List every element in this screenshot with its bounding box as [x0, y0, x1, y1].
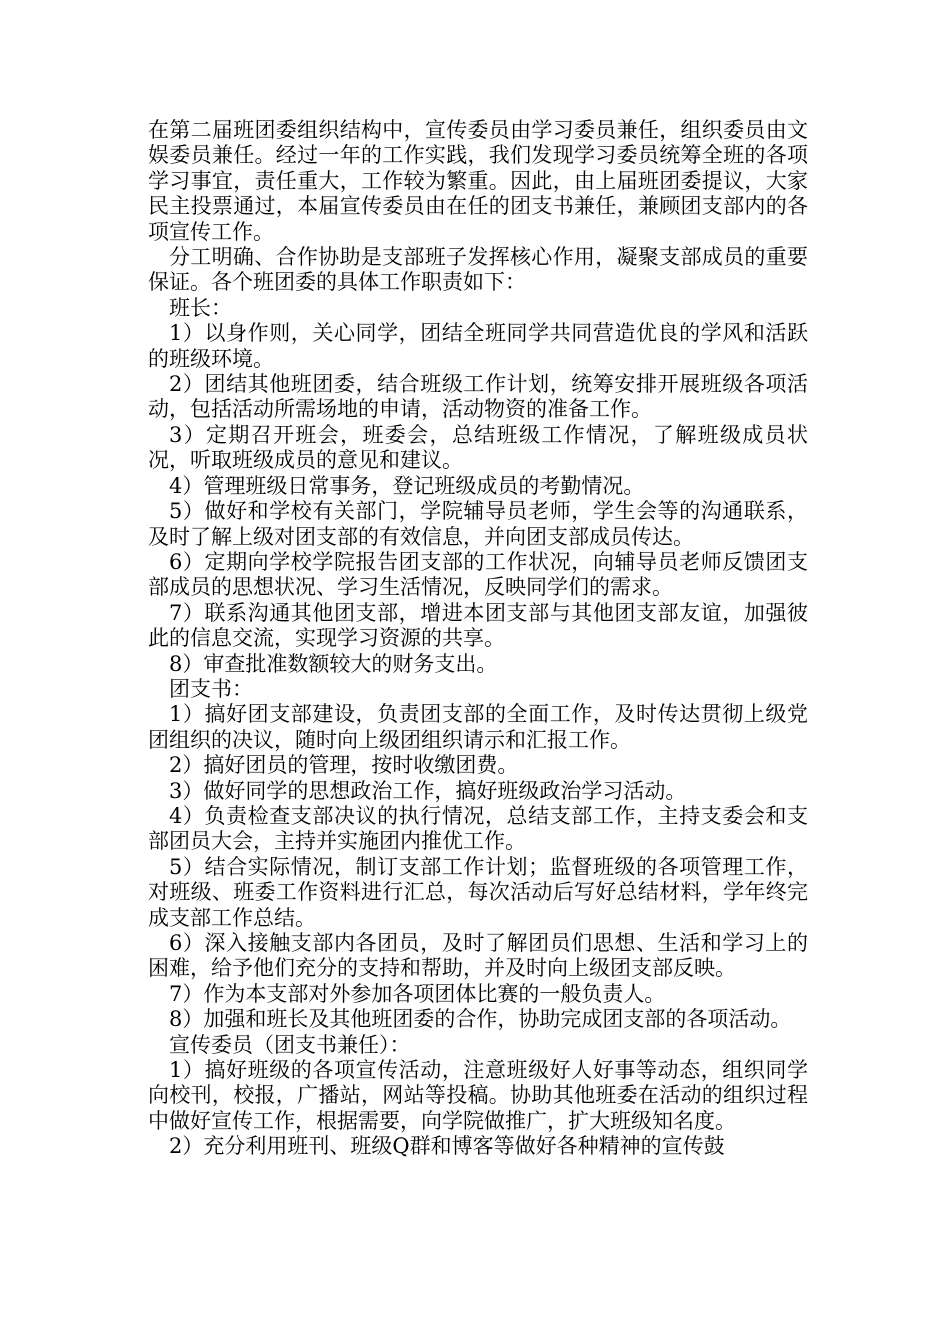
section-heading-monitor: 班长：	[169, 295, 232, 320]
list-item: 6）定期向学校学院报告团支部的工作状况，向辅导员老师反馈团支部成员的思想状况、学习生活情况，反映同学们的需求。	[148, 549, 808, 600]
list-item: 3）做好同学的思想政治工作，搞好班级政治学习活动。	[169, 778, 687, 803]
list-item: 7）联系沟通其他团支部，增进本团支部与其他团支部友谊，加强彼此的信息交流，实现学习资源的共享。	[148, 600, 808, 651]
list-item: 5）结合实际情况，制订支部工作计划；监督班级的各项管理工作，对班级、班委工作资料进行汇总，每次活动后写好总结材料，学年终完成支部工作总结。	[148, 854, 808, 930]
list-item: 4）负责检查支部决议的执行情况，总结支部工作，主持支委会和支部团员大会，主持并实施团内推优工作。	[148, 803, 808, 854]
list-item: 5）做好和学校有关部门，学院辅导员老师，学生会等的沟通联系，及时了解上级对团支部的有效信息，并向团支部成员传达。	[148, 499, 808, 549]
list-item: 8）加强和班长及其他班团委的合作，协助完成团支部的各项活动。	[169, 1007, 792, 1032]
paragraph: 在第二届班团委组织结构中，宣传委员由学习委员兼任，组织委员由文娱委员兼任。经过一年的工作实践，我们发现学习委员统筹全班的各项学习事宜，责任重大，工作较为繁重。因此，由上届班团委提议，大家民主投票通过，本届宣传委员由在任的团支书兼任，兼顾团支部内的各项宣传工作。	[148, 118, 808, 244]
list-item: 8）审查批准数额较大的财务支出。	[169, 651, 498, 676]
paragraph: 分工明确、合作协助是支部班子发挥核心作用，凝聚支部成员的重要保证。各个班团委的具体工作职责如下：	[148, 245, 808, 295]
list-item: 2）充分利用班刊、班级Q群和博客等做好各种精神的宣传鼓	[169, 1134, 725, 1159]
list-item: 1）以身作则，关心同学，团结全班同学共同营造优良的学风和活跃的班级环境。	[148, 321, 808, 371]
section-heading-league-secretary: 团支书：	[169, 676, 253, 701]
list-item: 6）深入接触支部内各团员，及时了解团员们思想、生活和学习上的困难，给予他们充分的支持和帮助，并及时向上级团支部反映。	[148, 931, 808, 981]
section-heading-publicity: 宣传委员（团支书兼任）：	[169, 1032, 411, 1057]
list-item: 2）搞好团员的管理，按时收缴团费。	[169, 753, 519, 778]
list-item: 1）搞好团支部建设，负责团支部的全面工作，及时传达贯彻上级党团组织的决议，随时向上级团组织请示和汇报工作。	[148, 702, 808, 752]
document-body	[148, 118, 808, 1160]
list-item: 4）管理班级日常事务，登记班级成员的考勤情况。	[169, 473, 645, 498]
list-item: 1）搞好班级的各项宣传活动，注意班级好人好事等动态，组织同学向校刊，校报，广播站，网站等投稿。协助其他班委在活动的组织过程中做好宣传工作，根据需要，向学院做推广，扩大班级知名度。	[148, 1058, 808, 1133]
list-item: 3）定期召开班会，班委会，总结班级工作情况，了解班级成员状况，听取班级成员的意见和建议。	[148, 422, 808, 473]
list-item: 2）团结其他班团委，结合班级工作计划，统筹安排开展班级各项活动，包括活动所需场地的申请，活动物资的准备工作。	[148, 372, 808, 422]
list-item: 7）作为本支部对外参加各项团体比赛的一般负责人。	[169, 981, 666, 1006]
